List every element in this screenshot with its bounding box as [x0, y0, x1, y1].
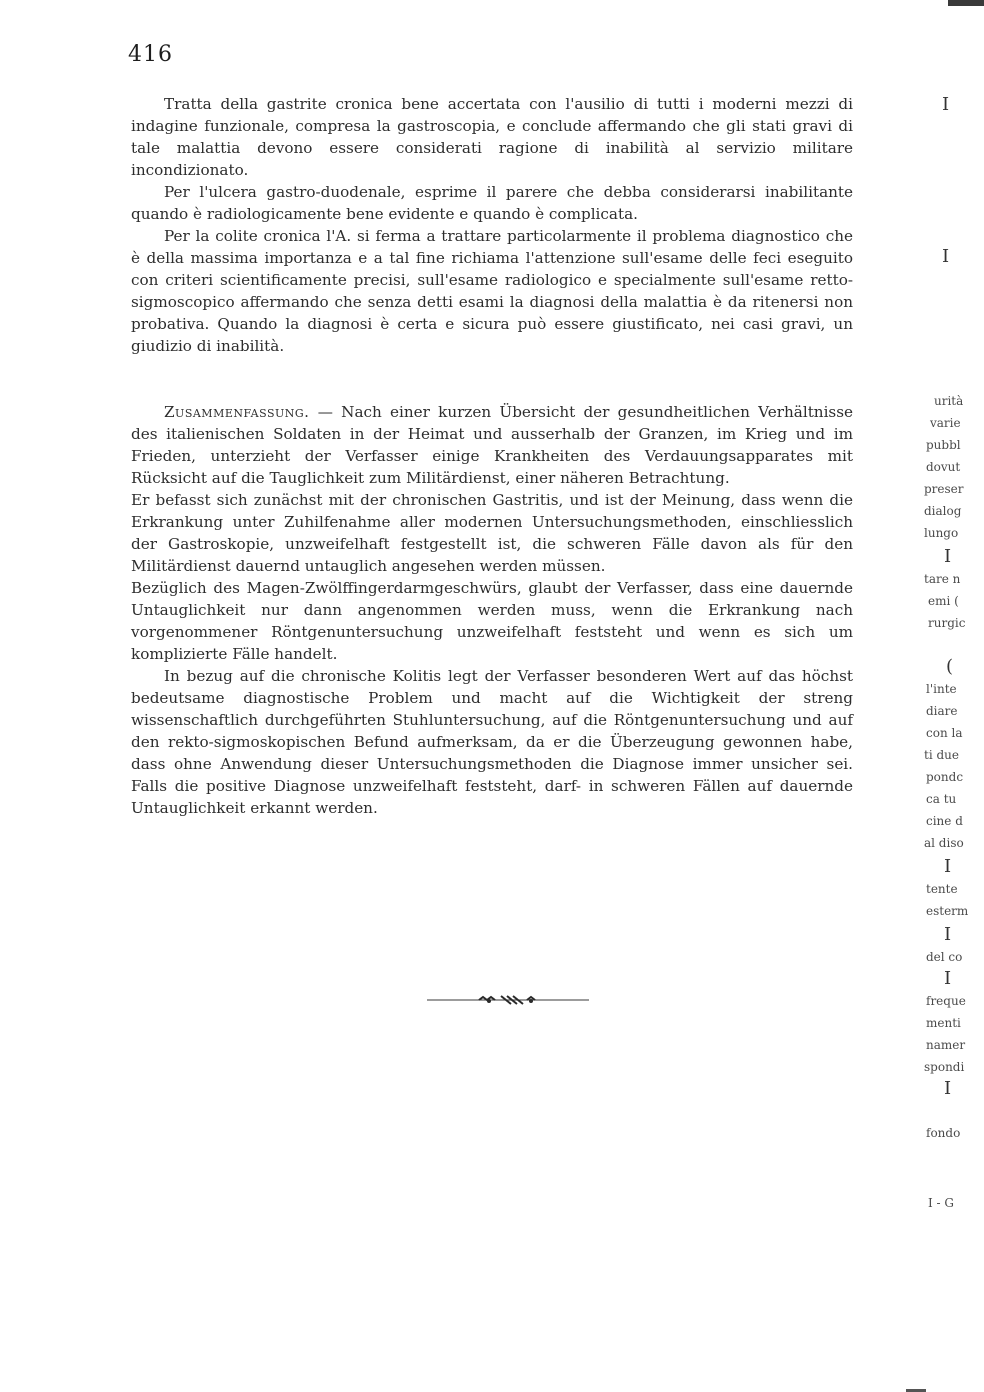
margin-fragment: al diso [924, 836, 964, 850]
italian-paragraph: Per l'ulcera gastro-duodenale, esprime il parere che debba considerarsi inabilitante quando è radiologicamente bene evidente e quando è complicata. [131, 183, 853, 223]
margin-fragment: I [944, 924, 952, 945]
german-paragraph: Er befasst sich zunächst mit der chronischen Gastritis, und ist der Meinung, dass wenn die Erkrankung unter Zuhilfenahme aller modernen Untersuchungsmethoden, einschliesslich der Gastroskopie, unzweifelhaft festgestellt ist, die schweren Fälle davon als für den Militärdienst dauernd untauglich angesehen werden müssen. [131, 491, 853, 575]
german-intro-text: — Nach einer kurzen Übersicht der gesundheitlichen Verhältnisse des italienischen Soldaten in der Heimat und ausserhalb der Granzen, im Krieg und im Frieden, unterzieht der Verfasser einige Krankheiten des Verdauungsapparates mit Rücksicht auf die Tauglichkeit zum Militärdienst, einer näheren Betrachtung. [131, 403, 854, 487]
margin-fragment: preser [924, 482, 964, 496]
zusammenfassung-label: Zusammenfassung. [164, 403, 310, 421]
german-paragraph [131, 401, 853, 489]
margin-fragment: varie [930, 416, 961, 430]
margin-fragment: rurgic [928, 616, 966, 630]
margin-fragment: menti [926, 1016, 961, 1030]
italian-paragraph: Tratta della gastrite cronica bene accertata con l'ausilio di tutti i moderni mezzi di indagine funzionale, compresa la gastroscopia, e conclude affermando che gli stati gravi di tale malattia devono essere considerati ragione di inabilità al servizio militare incondizionato. [131, 95, 853, 179]
margin-fragment: namer [926, 1038, 966, 1052]
margin-fragment: urità [934, 394, 964, 408]
margin-fragment: esterm [926, 904, 969, 918]
margin-fragment: I [942, 94, 950, 115]
margin-fragment: cine d [926, 814, 963, 828]
german-paragraph: In bezug auf die chronische Kolitis legt der Verfasser besonderen Wert auf das höchst bedeutsame diagnostische Problem und macht auf die Wichtigkeit der streng wissenschaftlich durchgeführten Stuhluntersuchung, auf die Röntgenuntersuchung und auf den rekto-sigmoskopischen Befund aufmerksam, da er die Überzeugung gewonnen habe, dass ohne Anwendung dieser Untersuchungsmethoden die Diagnose immer unsicher sei. Falls die positive Diagnose unzweifelhaft feststeht, darf- in schweren Fällen auf dauernde Untauglichkeit erkannt werden. [131, 667, 853, 817]
german-paragraph: Bezüglich des Magen-Zwölffingerdarmgeschwürs, glaubt der Verfasser, dass eine dauernde Untauglichkeit nur dann angenommen werden muss, wenn die Erkrankung nach vorgenommener Röntgenuntersuchung unzweifelhaft feststeht und wenn es sich um komplizierte Fälle handelt. [131, 579, 853, 663]
margin-fragment: l'inte [926, 682, 957, 696]
german-summary [131, 401, 853, 819]
section-end-ornament [427, 992, 589, 1008]
margin-fragment: I [944, 856, 952, 877]
scan-edge-mark [948, 0, 984, 6]
page-number: 416 [128, 42, 173, 67]
margin-fragment: ( [946, 656, 954, 677]
margin-fragment: lungo [924, 526, 959, 540]
margin-fragment: dialog [924, 504, 962, 518]
margin-fragment: I [944, 546, 952, 567]
margin-fragment: pubbl [926, 438, 961, 452]
margin-fragment: tente [926, 882, 958, 896]
margin-fragment: con la [926, 726, 963, 740]
margin-fragment: I [944, 1078, 952, 1099]
margin-fragment: I [942, 246, 950, 267]
margin-fragment: I - G [928, 1196, 955, 1210]
margin-fragment: ti due [924, 748, 959, 762]
margin-fragment: diare [926, 704, 958, 718]
margin-fragment: emi ( [928, 594, 959, 608]
margin-fragment: ca tu [926, 792, 957, 806]
margin-fragment: tare n [924, 572, 961, 586]
margin-fragment: dovut [926, 460, 961, 474]
margin-fragment: I [944, 968, 952, 989]
margin-fragment: pondc [926, 770, 964, 784]
margin-fragment: spondi [924, 1060, 965, 1074]
italian-paragraph: Per la colite cronica l'A. si ferma a trattare particolarmente il problema diagnostico che è della massima importanza e a tal fine richiama l'attenzione sull'esame delle feci eseguito con criteri scientificamente precisi, sull'esame radiologico e specialmente sull'esame retto-sigmoscopico affermando che senza detti esami la diagnosi della malattia è da ritenersi non probativa. Quando la diagnosi è certa e sicura può essere giustificato, nei casi gravi, un giudizio di inabilità. [131, 227, 853, 355]
margin-fragment: freque [926, 994, 966, 1008]
adjacent-page-margin [918, 90, 984, 1320]
italian-summary [131, 93, 853, 357]
margin-fragment: fondo [926, 1126, 961, 1140]
margin-fragment: del co [926, 950, 963, 964]
